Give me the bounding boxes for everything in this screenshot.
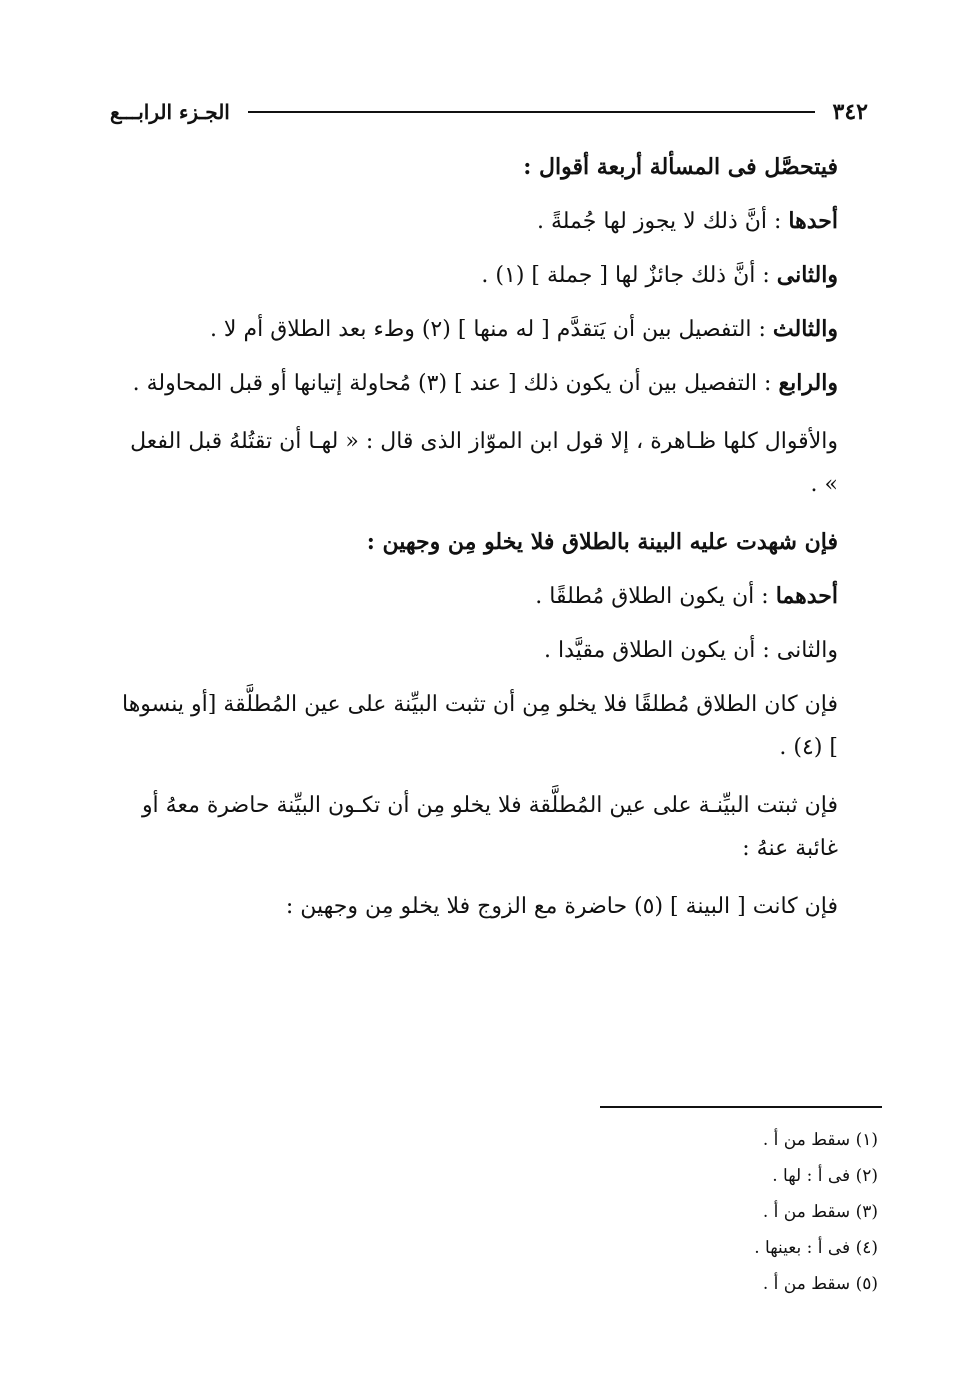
paragraph-11: فإن ثبتت البيِّنـة على عين المُطلَّقة فلا يخلو مِن أن تكـون البيِّنة حاضرة معهُ أو غائبة عنهُ : [141, 793, 838, 861]
paragraph-9: والثانى : أن يكون الطلاق مقيَّدا . [544, 638, 838, 663]
footnote-5: (٥) سقط من أ . [762, 1274, 878, 1294]
paragraph-2-text: : أنَّ ذلك لا يجوز لها جُملةً . [536, 209, 789, 234]
paragraph-1: فيتحصَّل فى المسألة أربعة أقوال : [523, 154, 838, 180]
paragraph-7: فإن شهدت عليه البينة بالطلاق فلا يخلو مِن وجهين : [366, 529, 838, 555]
paragraph-3-lead: والثانى [776, 262, 838, 288]
paragraph-12: فإن كانت [ البينة ] (٥) حاضرة مع الزوج فلا يخلو مِن وجهين : [285, 894, 838, 919]
main-text [110, 146, 838, 939]
paragraph-4-lead: والثالث [772, 316, 838, 342]
paragraph-5 [110, 362, 838, 405]
running-title: الجـزء الرابـــع [110, 100, 230, 124]
page-header [110, 94, 868, 130]
paragraph-2-lead: أحدها [788, 208, 838, 234]
paragraph-8 [110, 575, 838, 618]
page-number: ٣٤٢ [832, 99, 868, 125]
footnote-rule [600, 1106, 882, 1108]
footnote-1: (١) سقط من أ . [762, 1130, 878, 1150]
paragraph-4-text: : التفصيل بين أن يَتقدَّم [ له منها ] (٢) وطء بعد الطلاق أم لا . [209, 317, 773, 342]
paragraph-4 [110, 308, 838, 351]
footnotes [560, 1122, 878, 1302]
paragraph-2 [110, 200, 838, 243]
paragraph-3 [110, 254, 838, 297]
paragraph-10: فإن كان الطلاق مُطلقًا فلا يخلو مِن أن تثبت البيِّنة على عين المُطلَّقة [أو ينسوها ] (٤) . [122, 692, 838, 760]
paragraph-5-lead: والرابع [778, 370, 838, 396]
header-rule [248, 111, 815, 113]
footnote-4: (٤) فى أ : بعينها . [754, 1238, 878, 1258]
paragraph-8-lead: أحدهما [775, 583, 838, 609]
paragraph-8-text: : أن يكون الطلاق مُطلقًا . [535, 584, 776, 609]
paragraph-5-text: : التفصيل بين أن يكون ذلك [ عند ] (٣) مُحاولة إتيانها أو قبل المحاولة . [132, 371, 779, 396]
footnote-2: (٢) فى أ : لها . [772, 1166, 878, 1186]
footnote-3: (٣) سقط من أ . [762, 1202, 878, 1222]
paragraph-6: والأقوال كلها ظـاهرة ، إلا قول ابن الموّاز الذى قال : « لهـا أن تقتُلهُ قبل الفعل » . [130, 429, 838, 497]
paragraph-3-text: : أنَّ ذلك جائزٌ لها [ جملة ] (١) . [481, 263, 777, 288]
